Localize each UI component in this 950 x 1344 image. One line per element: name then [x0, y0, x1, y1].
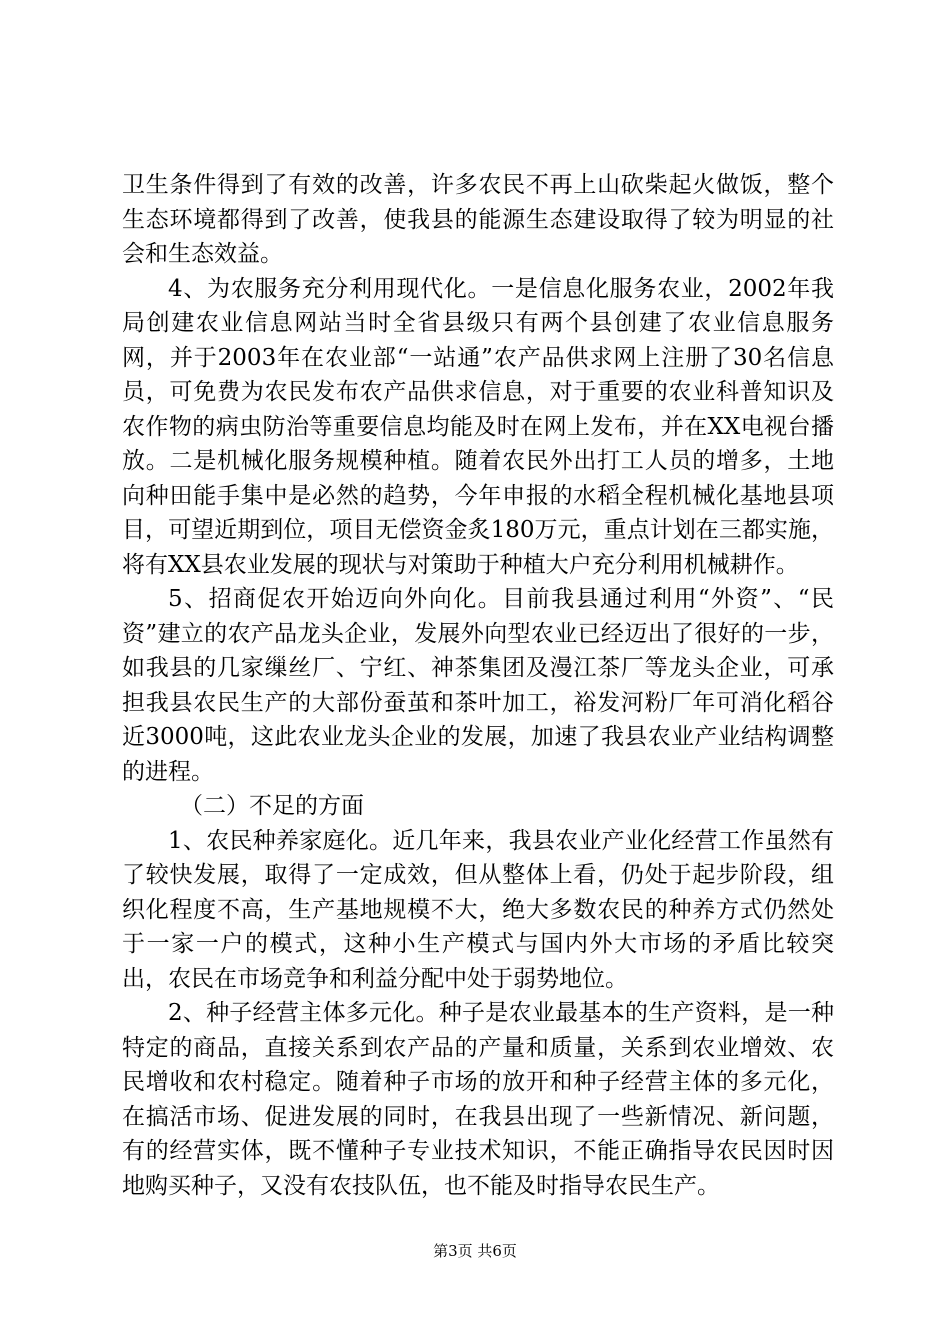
- paragraph-item-2: 2、种子经营主体多元化。种子是农业最基本的生产资料，是一种特定的商品，直接关系到农产品的产量和质量，关系到农业增效、农民增收和农村稳定。随着种子市场的放开和种子经营主体的多元化，在搞活市场、促进发展的同时，在我县出现了一些新情况、新问题，有的经营实体，既不懂种子专业技术知识，不能正确指导农民因时因地购买种子，又没有农技队伍，也不能及时指导农民生产。: [122, 1000, 834, 1199]
- section-heading: （二）不足的方面: [180, 793, 364, 819]
- paragraph-item-1: 1、农民种养家庭化。近几年来，我县农业产业化经营工作虽然有了较快发展，取得了一定成效，但从整体上看，仍处于起步阶段，组织化程度不高，生产基地规模不大，绝大多数农民的种养方式仍然处于一家一户的模式，这种小生产模式与国内外大市场的矛盾比较突出，农民在市场竞争和利益分配中处于弱势地位。: [122, 827, 834, 992]
- page-number: 第3页 共6页: [433, 1242, 517, 1260]
- paragraph-item-4: 4、为农服务充分利用现代化。一是信息化服务农业，2002年我局创建农业信息网站当时全省县级只有两个县创建了农业信息服务网，并于2003年在农业部“一站通”农产品供求网上注册了30名信息员，可免费为农民发布农产品供求信息，对于重要的农业科普知识及农作物的病虫防治等重要信息均能及时在网上发布，并在XX电视台播放。二是机械化服务规模种植。随着农民外出打工人员的增多，土地向种田能手集中是必然的趋势，今年申报的水稻全程机械化基地县项目，可望近期到位，项目无偿资金炙180万元，重点计划在三都实施，将有XX县农业发展的现状与对策助于种植大户充分利用机械耕作。: [122, 275, 834, 578]
- paragraph-item-5: 5、招商促农开始迈向外向化。目前我县通过利用“外资”、“民资”建立的农产品龙头企业，发展外向型农业已经迈出了很好的一步，如我县的几家缫丝厂、宁红、神茶集团及漫江茶厂等龙头企业，可承担我县农民生产的大部份蚕茧和茶叶加工，裕发河粉厂年可消化稻谷近3000吨，这此农业龙头企业的发展，加速了我县农业产业结构调整的进程。: [122, 586, 834, 785]
- paragraph-continuation: 卫生条件得到了有效的改善，许多农民不再上山砍柴起火做饭，整个生态环境都得到了改善，使我县的能源生态建设取得了较为明显的社会和生态效益。: [122, 172, 834, 267]
- document-body: [122, 168, 834, 1203]
